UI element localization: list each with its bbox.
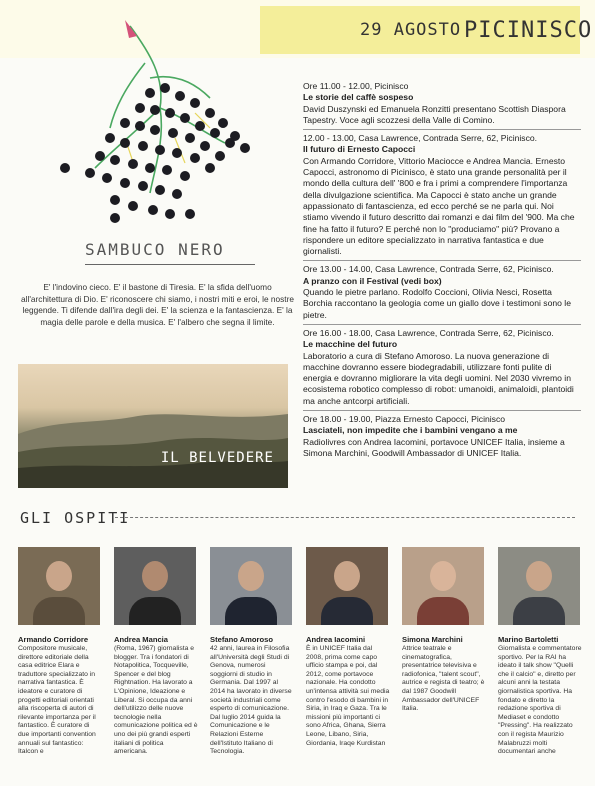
event-date: 29 AGOSTO: [360, 20, 462, 40]
sambuco-title: SAMBUCO NERO: [85, 240, 225, 259]
elderberry-illustration: [55, 18, 265, 233]
guest-portrait: [114, 547, 196, 625]
guest-name: Andrea Mancia: [114, 635, 169, 644]
landscape-image: [18, 364, 288, 488]
guest-card: [402, 547, 486, 714]
photo-label: IL BELVEDERE: [160, 450, 274, 466]
sambuco-underline: [85, 264, 255, 265]
event-description: Quando le pietre parlano. Rodolfo Coccioni, Olivia Nesci, Rosetta Borchia raccontano la geologia come un giallo dove i testimoni sono le pietre.: [303, 287, 572, 320]
event-description: David Duszynski ed Emanuela Ronzitti presentano Scottish Diaspora Tapestry. Voce agli scozzesi della Valle di Comino.: [303, 103, 566, 125]
program-event: [303, 80, 581, 130]
guests-heading: GLI OSPITI: [20, 509, 131, 527]
event-time: 12.00 - 13.00, Casa Lawrence, Contrada Serre, 62, Picinisco.: [303, 133, 538, 144]
event-time: Ore 18.00 - 19.00, Piazza Ernesto Capocci, Picinisco: [303, 414, 506, 425]
guest-bio: È in UNICEF Italia dal 2008, prima come capo ufficio stampa e poi, dal 2012, come portavoce nazionale. Ha condotto un'intensa attività sui media contro l'esodo di bambini in Siria, in Iraq e Gaza. Tra le missioni più importanti ci sono Africa, Ghana, Sierra Leone, Libano, Siria, Giordania, Iraqe Kurdistan: [306, 645, 390, 747]
guest-portrait: [210, 547, 292, 625]
event-description: Radiolivres con Andrea Iacomini, portavoce UNICEF Italia, insieme a Simona Marchini, Goodwill Ambassador di UNICEF Italia.: [303, 436, 565, 458]
event-description: Con Armando Corridore, Vittorio Maciocce e Andrea Mancia. Ernesto Capocci, astronomo di Picinisco, è stato una grande personalità per il mondo della cultura dell' '800 e fra i primi a comprendere l'importanza della divulgazione scientifica. Ma Capocci è stato anche un grande appassionato di fantascienza, ed ecco perché se ne parla qui. Noi stiamo vivendo il futuro descritto dai romanzi e dai film del '900. Ma che fine ha fatto il futuro? E perché non lo "produciamo" più? Provano a rispondere un editore specializzato in narrativa fantastica e due giornalisti.: [303, 155, 575, 257]
guest-bio: (Roma, 1967) giornalista e blogger. Tra i fondatori di Notapolitica, Tocqueville, Spencer e del blog Rightnation. Ha lavorato a L'Opinione, Ideazione e Liberal. Si occupa da anni dell'utilizzo delle nuove tecnologie nella comunicazione politica ed è uno dei più grandi esperti italiani di politica americana.: [114, 645, 198, 756]
event-time: Ore 13.00 - 14.00, Casa Lawrence, Contrada Serre, 62, Picinisco.: [303, 264, 554, 275]
guest-bio: Giornalista e commentatore sportivo. Per la RAI ha ideato il talk show "Quelli che il calcio" e, diretto per alcuni anni la testata giornalistica sportiva. Ha fondato e diretto la redazione sportiva di Mediaset e condotto "Pressing". Ha realizzato con il regista Maurizio Malabruzzi molti documentari anche: [498, 645, 582, 756]
guest-card: [18, 547, 102, 757]
event-time: Ore 16.00 - 18.00, Casa Lawrence, Contrada Serre, 62, Picinisco.: [303, 327, 554, 338]
guests-divider: [115, 517, 575, 518]
guest-portrait: [402, 547, 484, 625]
event-title: Lasciateli, non impedite che i bambini vengano a me: [303, 425, 518, 436]
guest-card: [210, 547, 294, 757]
guest-bio: 42 anni, laurea in Filosofia all'Università degli Studi di Genova, numerosi soggiorni di studio in Germania. Dal 1997 al 2014 ha lavorato in diverse società industriali come esperto di comunicazione. Dal luglio 2014 guida la Comunicazione e le Relazioni Esterne dell'Istituto Italiano di Tecnologia.: [210, 645, 292, 756]
program-event: [303, 413, 581, 462]
guest-card: [114, 547, 198, 757]
guest-name: Stefano Amoroso: [210, 635, 274, 644]
guest-name: Andrea Iacomini: [306, 635, 366, 644]
event-description: Laboratorio a cura di Stefano Amoroso. La nuova generazione di macchine dovranno essere biodegradabili, utilizzare fonti pulite di energia e dovranno migliorare la vita degli uomini. Nel 2030 vivremo in ecosistema robotico complesso di robot: umanoidi, animaloidi, plantoidi ma anche antcorpi artificiali.: [303, 350, 574, 406]
event-time: Ore 11.00 - 12.00, Picinisco: [303, 81, 409, 91]
guest-name: Simona Marchini: [402, 635, 463, 644]
guest-name: Armando Corridore: [18, 635, 89, 644]
event-place: PICINISCO: [464, 18, 593, 43]
guest-portrait: [498, 547, 580, 625]
guest-bio: Attrice teatrale e cinematografica, presentatrice televisiva e radiofonica, "talent scout", autrice e regista di teatro; è dal 1987 Goodwill Ambassador dell'UNICEF Italia.: [402, 645, 485, 713]
guest-portrait: [18, 547, 100, 625]
guest-name: Marino Bartoletti: [498, 635, 559, 644]
guest-card: [498, 547, 582, 757]
guest-card: [306, 547, 390, 748]
event-title: A pranzo con il Festival (vedi box): [303, 275, 442, 286]
guest-portrait: [306, 547, 388, 625]
event-title: Le storie del caffè sospeso: [303, 92, 414, 103]
program-event: [303, 263, 581, 324]
program-list: [303, 80, 581, 464]
belvedere-photo: [18, 364, 288, 488]
guest-bio: Compositore musicale, direttore editoriale della casa editrice Elara e traduttore specializzato in narrativa fantastica. È ideatore e curatore di progetti editoriali orientati alla riscoperta di autori di rilevante importanza per il fantastico. È curatore di due importanti convention annuali sul fantastico: Italcon e: [18, 645, 96, 756]
program-event: [303, 132, 581, 261]
event-title: Le macchine del futuro: [303, 339, 398, 350]
sambuco-poem: E' l'indovino cieco. E' il bastone di Tiresia. E' la sfida dell'uomo all'architettura di Dio. E' riconoscere chi siamo, i nostri miti e eroi, le nostre leggende. Ti difende dall'ira degli dei. E' la scienza e la fantascienza. E' la magia delle parole e della musica. E' l'albero che segna il limite.: [21, 282, 294, 327]
event-title: Il futuro di Ernesto Capocci: [303, 144, 416, 155]
program-event: [303, 327, 581, 411]
